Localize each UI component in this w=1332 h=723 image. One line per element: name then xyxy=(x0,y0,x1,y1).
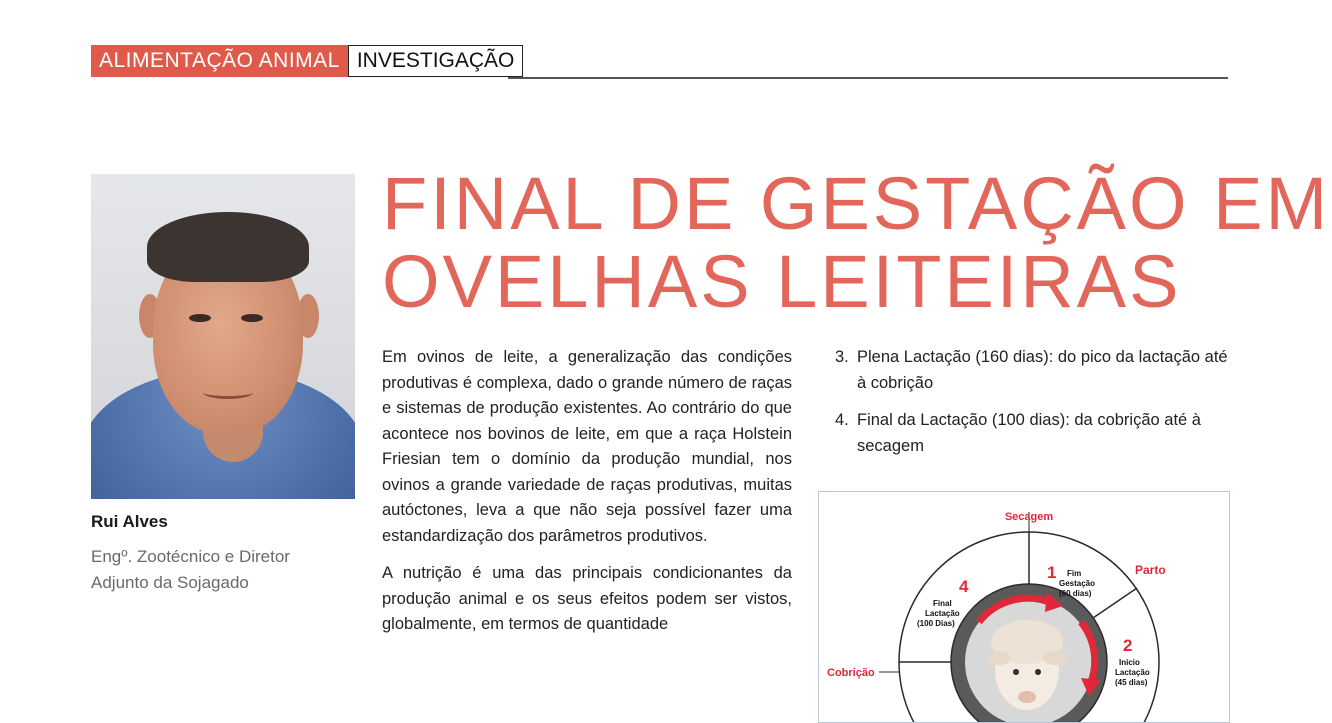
phase-1-label-3: (60 dias) xyxy=(1059,589,1092,598)
phase-1-label-1: Fim xyxy=(1067,569,1082,578)
article-column-1 xyxy=(382,345,792,650)
lactation-cycle-figure xyxy=(818,491,1230,723)
paragraph-1: Em ovinos de leite, a generalização das condições produtivas é complexa, dado o grande número de raças e sistemas de produção existentes. Ao contrário do que acontece nos bovinos de leite, em que a raça Holstein Friesian tem o domínio da produção mundial, nos ovinos a grande variedade de raças produtivas, muitas autóctones, leva a que não seja possível fazer uma estandardização dos parâmetros produtivos. xyxy=(382,348,792,545)
list-item xyxy=(835,345,1235,396)
author-photo xyxy=(91,174,355,499)
article-column-2 xyxy=(835,345,1235,471)
phase-4-number: 4 xyxy=(959,577,969,596)
list-number: 3. xyxy=(835,348,849,366)
list-text: Final da Lactação (100 dias): da cobrição até à secagem xyxy=(857,411,1201,455)
title-line-1: FINAL DE GESTAÇÃO EM xyxy=(382,162,1331,245)
subsection-tag: INVESTIGAÇÃO xyxy=(348,45,524,77)
phase-2-label-1: Inicio xyxy=(1119,658,1140,667)
phase-2-label-3: (45 dias) xyxy=(1115,678,1148,687)
phase-4-label-1: Final xyxy=(933,599,952,608)
phase-4-label-2: Lactação xyxy=(925,609,960,618)
phase-4-label-3: (100 Dias) xyxy=(917,619,955,628)
cycle-diagram xyxy=(819,492,1229,722)
list-number: 4. xyxy=(835,411,849,429)
phase-1-number: 1 xyxy=(1047,563,1057,582)
author-name: Rui Alves xyxy=(91,512,168,531)
phase-1-label-2: Gestação xyxy=(1059,579,1096,588)
label-parto: Parto xyxy=(1135,563,1166,577)
list-item xyxy=(835,408,1235,459)
section-tag: ALIMENTAÇÃO ANIMAL xyxy=(91,45,348,77)
list-text: Plena Lactação (160 dias): do pico da lactação até à cobrição xyxy=(857,348,1228,392)
author-role: Engº. Zootécnico e Diretor Adjunto da Sojagado xyxy=(91,547,290,592)
phase-2-label-2: Lactação xyxy=(1115,668,1150,677)
article-title xyxy=(382,162,1331,323)
phase-2-number: 2 xyxy=(1123,636,1133,655)
title-line-2: OVELHAS LEITEIRAS xyxy=(382,240,1182,323)
header-rule xyxy=(508,77,1228,79)
label-secagem: Secagem xyxy=(1004,511,1054,523)
paragraph-2: A nutrição é uma das principais condicionantes da produção animal e os seus efeitos podem ser vistos, globalmente, em termos de quantidade xyxy=(382,564,792,633)
label-cobricao: Cobrição xyxy=(827,667,875,679)
section-header xyxy=(91,45,523,77)
